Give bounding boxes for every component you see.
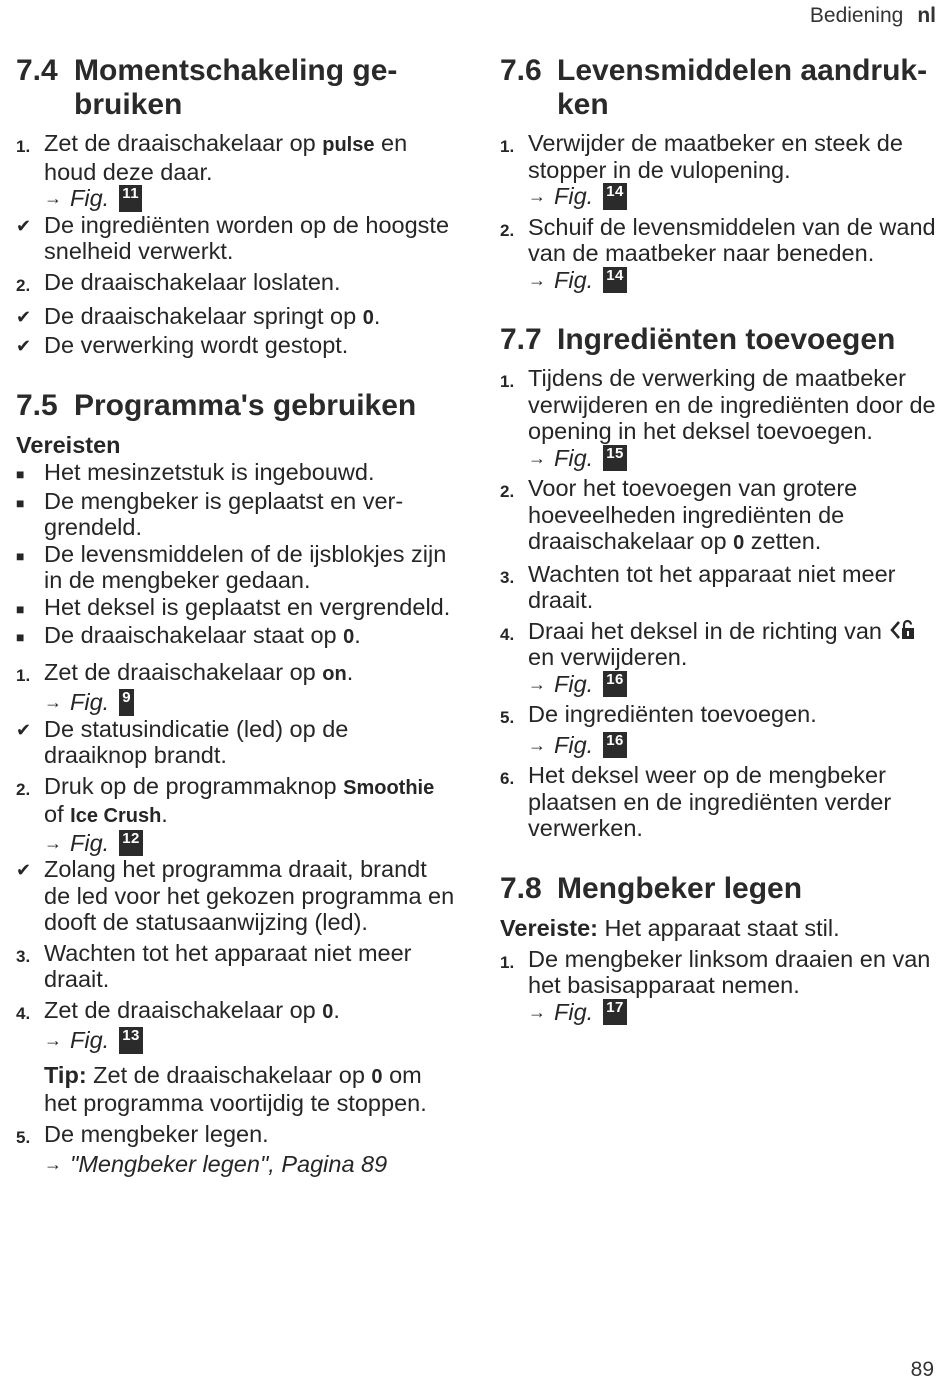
button-ice-crush: Ice Crush xyxy=(70,805,162,827)
result-item: ✔ Zolang het programma draait, brandt de led voor het gekozen programma en dooft de statusaanwijzing (led). xyxy=(16,856,455,935)
section-title: Ingrediënten toevoegen xyxy=(557,323,896,356)
figure-reference[interactable]: → Fig. 11 xyxy=(16,185,456,212)
requirement-item: ■ De mengbeker is geplaatst en vergrendeld. xyxy=(16,487,404,540)
checkmark-icon: ✔ xyxy=(16,719,32,740)
step-1: 1. Zet de draaischakelaar op on. xyxy=(16,658,354,685)
requirement-item: ■ De draaischakelaar staat op 0. xyxy=(16,622,456,651)
square-bullet-icon: ■ xyxy=(16,629,25,645)
square-bullet-icon: ■ xyxy=(16,547,25,564)
switch-position-pulse: pulse xyxy=(322,134,375,156)
arrow-right-icon: → xyxy=(528,269,546,290)
step-2: 2. De draaischakelaar loslaten. xyxy=(16,268,341,295)
requirements-label: Vereisten xyxy=(16,432,121,458)
arrow-right-icon: → xyxy=(528,1001,546,1022)
figure-reference[interactable]: → Fig. 17 xyxy=(500,999,936,1026)
section-title: Levensmiddelen aandrukken xyxy=(557,54,928,121)
result-item: ✔ De ingrediënten worden op de hoogste snelheid verwerkt. xyxy=(16,211,450,264)
checkmark-icon: ✔ xyxy=(16,335,32,356)
step-5: 5. De mengbeker legen. xyxy=(16,1120,269,1147)
section-7-4-heading xyxy=(16,54,456,122)
arrow-right-icon: → xyxy=(44,1154,62,1174)
requirement-item: ■ Het mesinzetstuk is ingebouwd. xyxy=(16,459,456,488)
unlock-direction-icon xyxy=(889,618,917,644)
step-6: 6. Het deksel weer op de mengbeker plaatsen en de ingrediënten verder verwerken. xyxy=(500,762,892,841)
cross-reference-link[interactable]: → "Mengbeker legen", Pagina 89 xyxy=(44,1151,388,1177)
arrow-right-icon: → xyxy=(44,188,62,208)
step-3: 3. Wachten tot het apparaat niet meer draait. xyxy=(16,939,412,992)
tip-note: Tip: Zet de draaischakelaar op 0 om het programma voortijdig te stoppen. xyxy=(44,1061,427,1116)
right-column xyxy=(500,54,936,1025)
requirement-item: ■ De levensmiddelen of de ijsblokjes zijn in de mengbeker gedaan. xyxy=(16,540,447,593)
checkmark-icon: ✔ xyxy=(16,215,32,236)
requirement-note: Vereiste: Het apparaat staat stil. xyxy=(500,914,840,941)
section-number: 7.5 xyxy=(16,389,58,422)
section-title: Programma's gebruiken xyxy=(74,389,417,422)
section-number: 7.4 xyxy=(16,54,58,87)
result-item: ✔ De draaischakelaar springt op 0. xyxy=(16,303,456,332)
step-4: 4. Draai het deksel in de richting van en verwijderen. xyxy=(500,618,936,671)
figure-number-badge: 17 xyxy=(603,999,627,1026)
figure-number-badge: 12 xyxy=(119,830,143,857)
section-title: Mengbeker legen xyxy=(557,871,803,905)
header-section: Bediening xyxy=(809,4,904,27)
arrow-right-icon: → xyxy=(528,673,546,694)
checkmark-icon: ✔ xyxy=(16,860,32,880)
section-title: Momentschakeling gebruiken xyxy=(74,54,398,121)
arrow-right-icon: → xyxy=(44,692,62,712)
step-2: 2. Schuif de levensmiddelen van de wand van de maatbeker naar beneden. xyxy=(500,213,936,266)
figure-reference[interactable]: → Fig. 16 xyxy=(500,732,936,759)
figure-number-badge: 14 xyxy=(603,267,627,294)
step-2: 2. Voor het toevoegen van grotere hoeveelheden ingrediënten de draaischakelaar op 0 zetten. xyxy=(500,475,858,554)
page-number: 89 xyxy=(910,1358,934,1381)
result-item: ✔ De verwerking wordt gestopt. xyxy=(16,331,349,358)
figure-number-badge: 15 xyxy=(603,445,627,472)
square-bullet-icon: ■ xyxy=(16,494,25,511)
checkmark-icon: ✔ xyxy=(16,307,32,327)
arrow-right-icon: → xyxy=(44,1030,62,1050)
figure-reference[interactable]: → Fig. 14 xyxy=(500,267,936,294)
section-7-7-heading xyxy=(500,323,936,357)
requirement-item: ■ Het deksel is geplaatst en vergrendeld. xyxy=(16,594,456,623)
figure-reference[interactable]: → Fig. 9 xyxy=(16,689,456,716)
arrow-right-icon: → xyxy=(528,186,546,206)
section-7-8-heading xyxy=(500,872,936,906)
running-header xyxy=(810,4,936,28)
square-bullet-icon: ■ xyxy=(16,466,25,482)
step-1: 1. Zet de draaischakelaar op pulse en houd deze daar. xyxy=(16,130,408,185)
figure-number-badge: 16 xyxy=(603,671,627,698)
figure-reference[interactable]: → Fig. 15 xyxy=(500,445,936,472)
section-7-6-heading xyxy=(500,54,936,122)
section-number: 7.8 xyxy=(500,871,542,905)
step-2: 2. Druk op de programmaknop Smoothie of Ice Crush. xyxy=(16,772,435,827)
figure-number-badge: 14 xyxy=(603,183,627,210)
square-bullet-icon: ■ xyxy=(16,600,25,617)
figure-reference[interactable]: → Fig. 16 xyxy=(500,671,936,698)
step-1: 1. Tijdens de verwerking de maatbeker verwijderen en de ingrediënten door de opening in het deksel toevoegen. xyxy=(500,365,936,444)
section-number: 7.7 xyxy=(500,323,542,356)
figure-reference[interactable]: → Fig. 12 xyxy=(16,830,456,857)
left-column xyxy=(16,54,456,1178)
step-4: 4. Zet de draaischakelaar op 0. xyxy=(16,996,340,1023)
section-number: 7.6 xyxy=(500,54,542,87)
step-1: 1. De mengbeker linksom draaien en van het basisapparaat nemen. xyxy=(500,945,931,998)
step-5: 5. De ingrediënten toevoegen. xyxy=(500,701,817,727)
figure-number-badge: 11 xyxy=(119,185,142,212)
figure-reference[interactable]: → Fig. 14 xyxy=(500,183,936,210)
arrow-right-icon: → xyxy=(528,734,546,755)
arrow-right-icon: → xyxy=(528,447,546,468)
button-smoothie: Smoothie xyxy=(343,776,435,799)
arrow-right-icon: → xyxy=(44,832,62,853)
header-language: nl xyxy=(917,4,936,27)
figure-number-badge: 13 xyxy=(119,1027,143,1054)
result-item: ✔ De statusindicatie (led) op de draaiknop brandt. xyxy=(16,715,349,768)
step-3: 3. Wachten tot het apparaat niet meer draait. xyxy=(500,560,896,613)
figure-reference[interactable]: → Fig. 13 xyxy=(16,1027,456,1054)
figure-number-badge: 16 xyxy=(603,732,627,759)
step-1: 1. Verwijder de maatbeker en steek de stopper in de vulopening. xyxy=(500,130,903,183)
figure-number-badge: 9 xyxy=(119,689,134,716)
section-7-5-heading xyxy=(16,389,456,423)
